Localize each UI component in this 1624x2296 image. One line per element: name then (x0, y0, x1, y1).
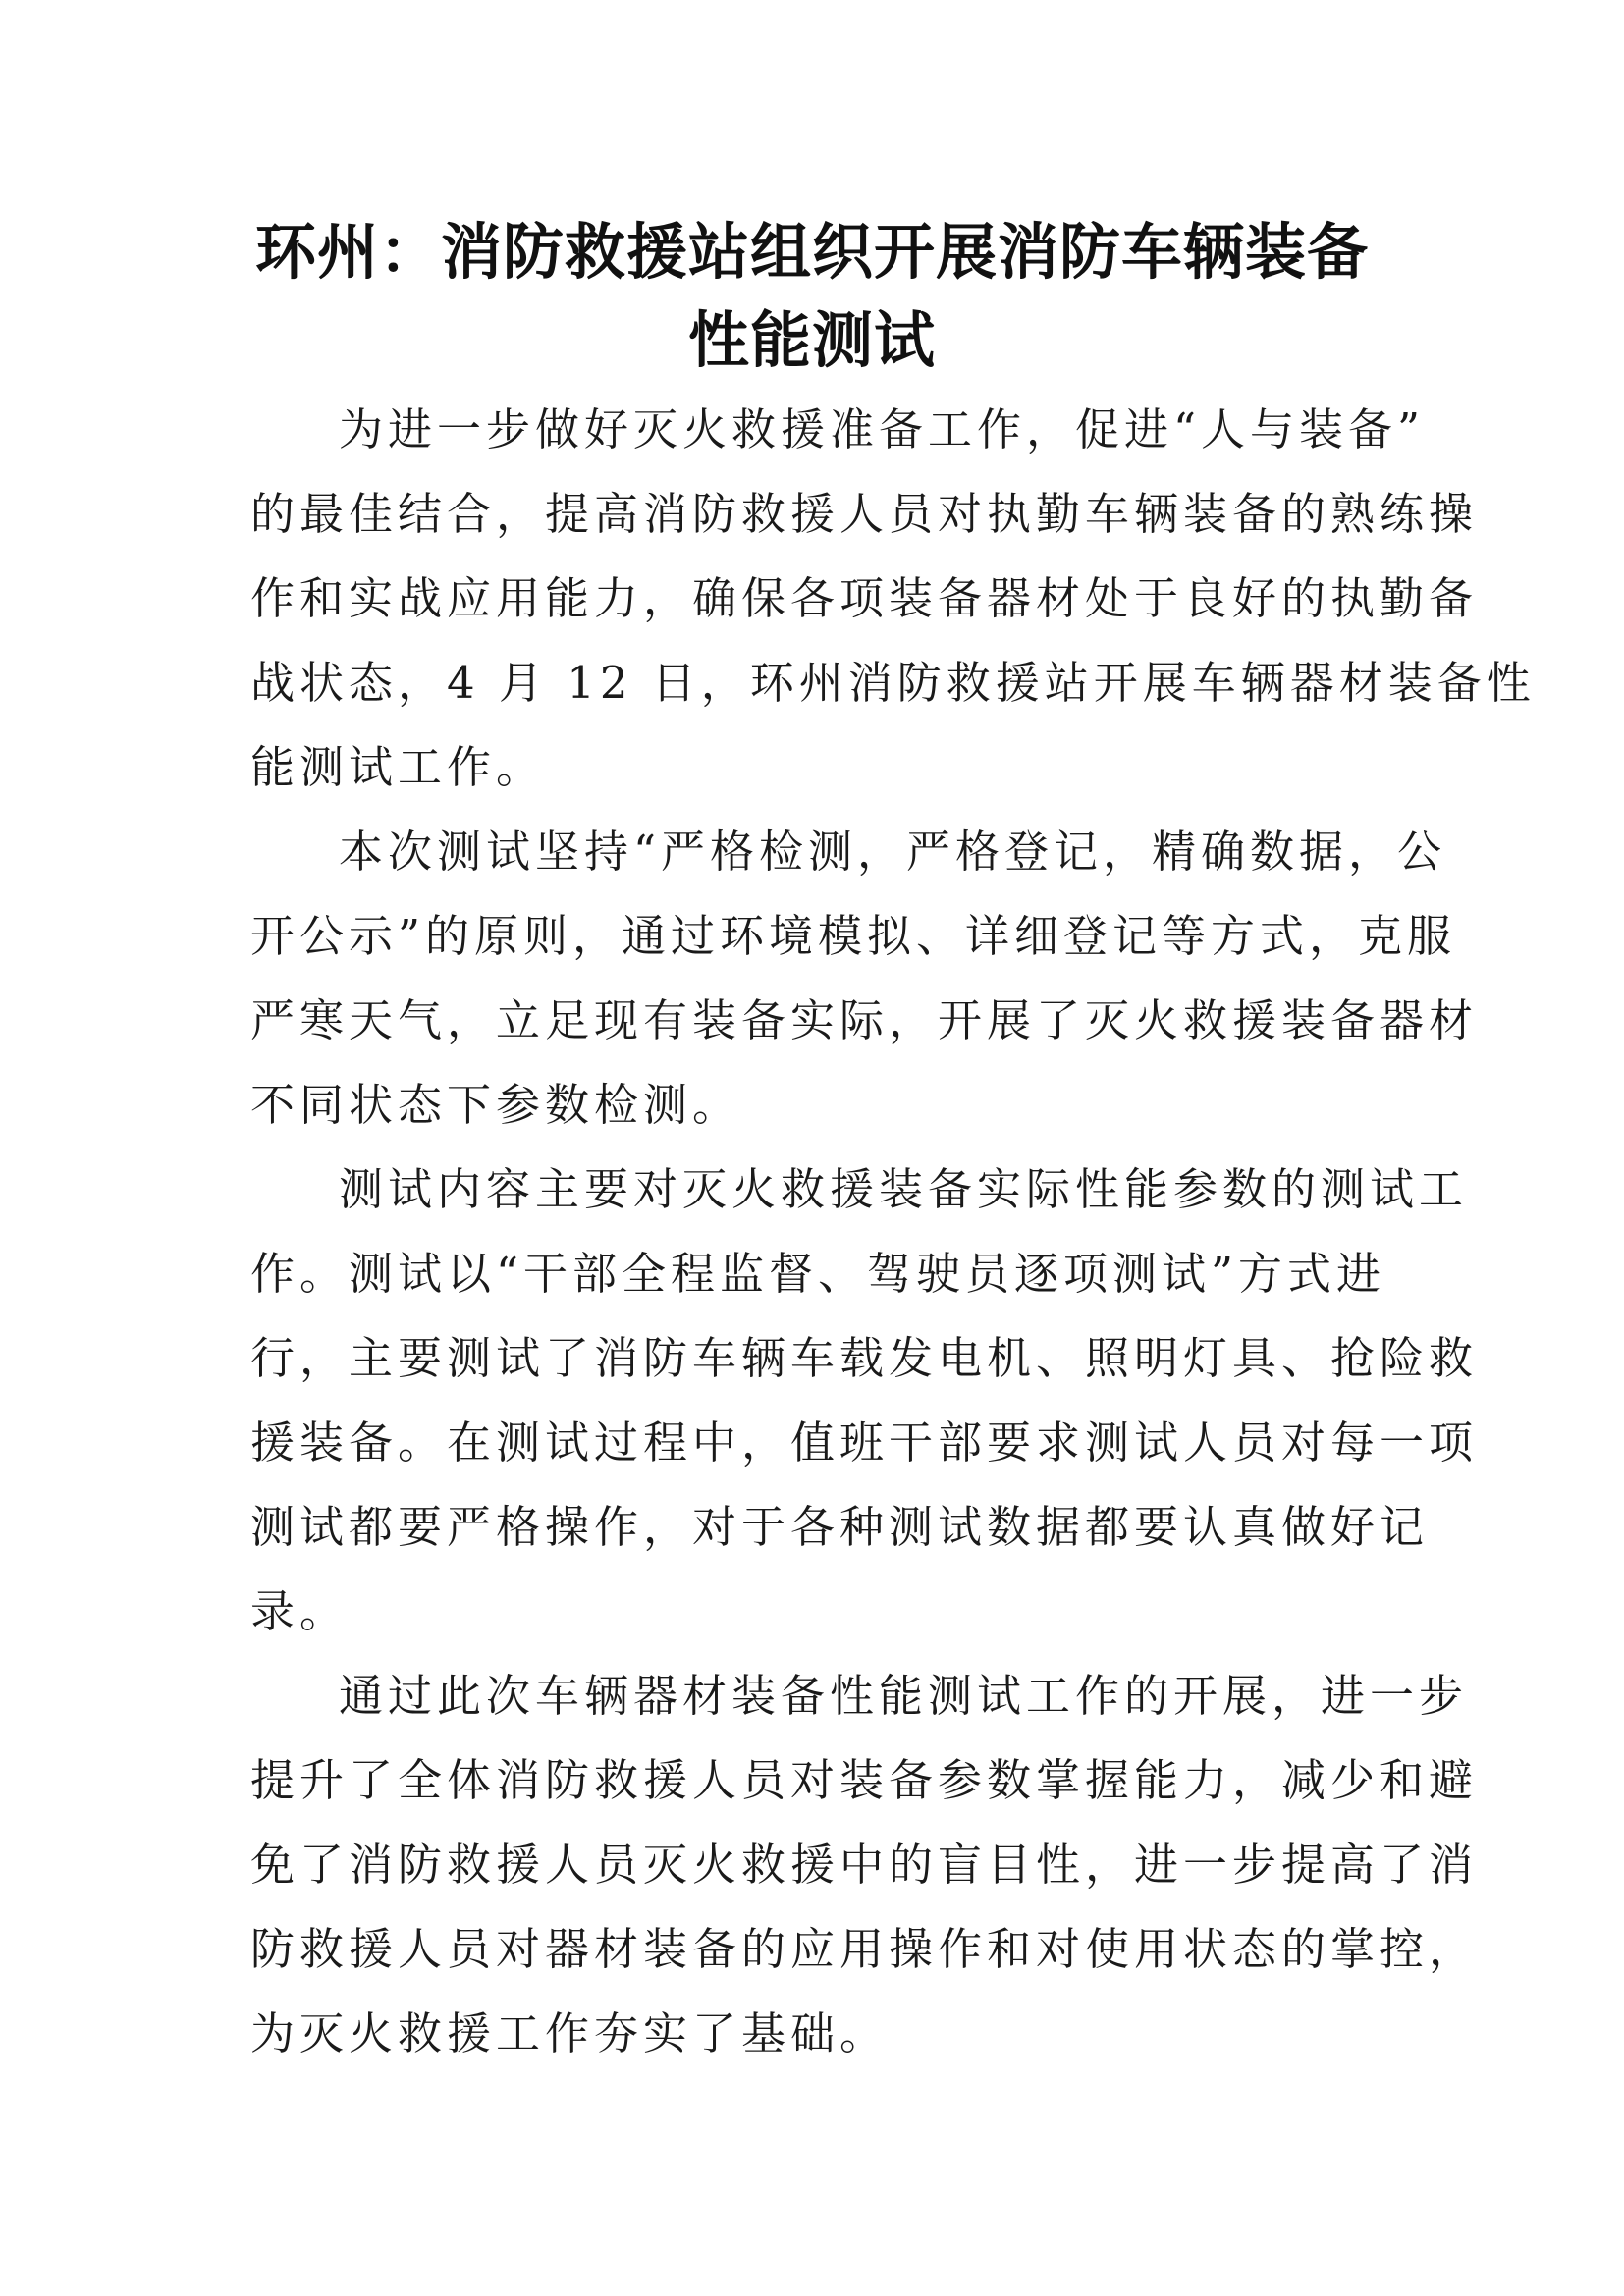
paragraph-line: 录。 (250, 1585, 350, 1637)
paragraph-line: 的最佳结合，提高消防救援人员对执勤车辆装备的熟练操 (250, 488, 1479, 540)
paragraph-4 (250, 1654, 1479, 2076)
title-line-1: 环州：消防救援站组织开展消防车辆装备 (254, 216, 1369, 288)
paragraph-line: 援装备。在测试过程中，值班干部要求测试人员对每一项 (250, 1416, 1479, 1468)
paragraph-line: 通过此次车辆器材装备性能测试工作的开展，进一步 (339, 1670, 1469, 1722)
page-title (236, 208, 1388, 385)
paragraph-line: 为进一步做好灭火救援准备工作，促进“人与装备” (339, 403, 1426, 455)
paragraph-1 (250, 388, 1536, 810)
paragraph-line: 战状态，4 月 12 日，环州消防救援站开展车辆器材装备性 (250, 657, 1536, 709)
paragraph-line: 开公示”的原则，通过环境模拟、详细登记等方式，克服 (250, 910, 1457, 962)
paragraph-line: 严寒天气，立足现有装备实际，开展了灭火救援装备器材 (250, 994, 1479, 1046)
paragraph-3 (250, 1148, 1479, 1654)
paragraph-line: 本次测试坚持“严格检测，严格登记，精确数据，公 (339, 826, 1447, 878)
article-body (250, 388, 1536, 2076)
paragraph-line: 提升了全体消防救援人员对装备参数掌握能力，减少和避 (250, 1754, 1479, 1806)
paragraph-line: 防救援人员对器材装备的应用操作和对使用状态的掌控， (250, 1923, 1479, 1975)
title-line-2: 性能测试 (687, 304, 936, 376)
paragraph-line: 作和实战应用能力，确保各项装备器材处于良好的执勤备 (250, 572, 1479, 624)
paragraph-line: 能测试工作。 (250, 741, 546, 793)
paragraph-line: 测试内容主要对灭火救援装备实际性能参数的测试工 (339, 1163, 1469, 1215)
paragraph-2 (250, 810, 1479, 1148)
paragraph-line: 作。测试以“干部全程监督、驾驶员逐项测试”方式进 (250, 1248, 1386, 1300)
paragraph-line: 为灭火救援工作夯实了基础。 (250, 2007, 890, 2059)
paragraph-line: 不同状态下参数检测。 (250, 1079, 742, 1131)
paragraph-line: 测试都要严格操作，对于各种测试数据都要认真做好记 (250, 1501, 1430, 1553)
paragraph-line: 免了消防救援人员灭火救援中的盲目性，进一步提高了消 (250, 1839, 1479, 1891)
paragraph-line: 行，主要测试了消防车辆车载发电机、照明灯具、抢险救 (250, 1332, 1479, 1384)
